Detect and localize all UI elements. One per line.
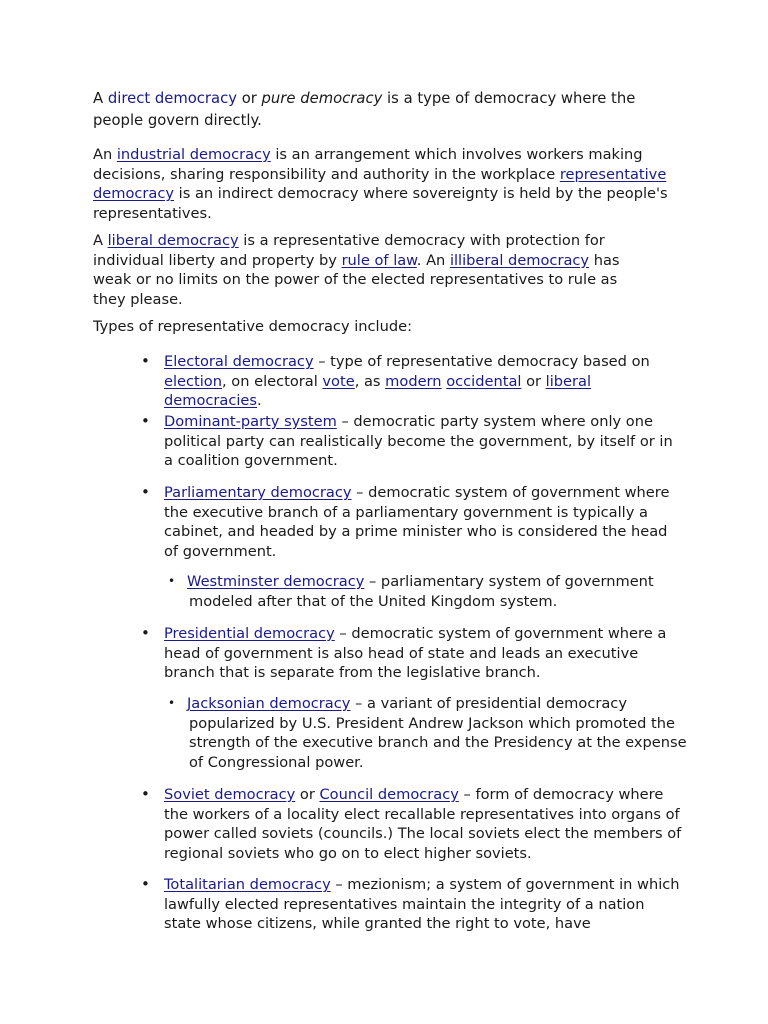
bullet: • xyxy=(141,483,150,501)
list-item-westminster-democracy: Westminster democracy – parliamentary system of government modeled after that of the United Kingdom system. xyxy=(187,573,654,610)
emphasis-pure-democracy: pure democracy xyxy=(261,90,383,107)
link-soviet-democracy[interactable]: Soviet democracy xyxy=(164,786,296,803)
list-item-parliamentary-democracy: Parliamentary democracy – democratic system of government where the executive branch of a parliamentary government is typically a cabinet, and headed by a prime minister who is considered the head of government. xyxy=(164,484,670,560)
paragraph-industrial-democracy: An industrial democracy is an arrangement which involves workers making decisions, sharing responsibility and authority in the workplace representative democracy is an indirect democracy where sovereignty is held by the people's representatives. xyxy=(93,146,668,222)
link-jacksonian-democracy[interactable]: Jacksonian democracy xyxy=(187,695,351,712)
link-direct-democracy[interactable]: direct democracy xyxy=(107,90,237,107)
link-rule-of-law[interactable]: rule of law xyxy=(341,251,417,269)
link-dominant-party-system[interactable]: Dominant-party system xyxy=(164,413,337,430)
paragraph-liberal-democracy: A liberal democracy is a representative democracy with protection for individual liberty and property by rule of law. An illiberal democracy has weak or no limits on the power of the elected representatives to rule as they please. xyxy=(93,232,620,308)
bullet: • xyxy=(168,696,176,710)
bullet: • xyxy=(141,785,150,803)
link-occidental[interactable]: occidental xyxy=(446,372,522,390)
link-liberal-democracy[interactable]: liberal democracy xyxy=(107,232,239,249)
bullet: • xyxy=(141,412,150,430)
link-election[interactable]: election xyxy=(164,372,222,390)
link-illiberal-democracy[interactable]: illiberal democracy xyxy=(449,251,590,269)
list-item-presidential-democracy: Presidential democracy – democratic system of government where a head of government is also head of state and leads an executive branch that is separate from the legislative branch. xyxy=(164,625,667,682)
link-council-democracy[interactable]: Council democracy xyxy=(319,786,459,803)
link-parliamentary-democracy[interactable]: Parliamentary democracy xyxy=(164,484,352,501)
list-item-jacksonian-democracy: Jacksonian democracy – a variant of presidential democracy popularized by U.S. President Andrew Jackson which promoted the strength of the executive branch and the Presidency at the expense of Congressional power. xyxy=(187,695,687,771)
list-item-electoral-democracy: Electoral democracy – type of representative democracy based on election, on electoral vote, as modern occidental or liberal democracies. xyxy=(164,353,650,410)
bullet: • xyxy=(141,624,150,642)
link-modern[interactable]: modern xyxy=(385,372,442,390)
bullet: • xyxy=(141,875,150,893)
paragraph-types-intro: Types of representative democracy include: xyxy=(93,318,413,335)
bullet: • xyxy=(141,352,150,370)
list-item-dominant-party-system: Dominant-party system – democratic party system where only one political party can realistically become the government, by itself or in a coalition government. xyxy=(164,413,673,470)
link-westminster-democracy[interactable]: Westminster democracy xyxy=(187,573,365,590)
link-representative-democracy[interactable]: representative democracy xyxy=(93,165,667,203)
link-totalitarian-democracy[interactable]: Totalitarian democracy xyxy=(164,876,331,893)
link-vote[interactable]: vote xyxy=(322,372,355,390)
list-item-totalitarian-democracy: Totalitarian democracy – mezionism; a system of government in which lawfully elected representatives maintain the integrity of a nation state whose citizens, while granted the right to vote, have xyxy=(164,876,680,933)
paragraph-direct-democracy: A direct democracy or pure democracy is a type of democracy where the people govern directly. xyxy=(93,90,636,129)
bullet: • xyxy=(168,574,176,588)
link-industrial-democracy[interactable]: industrial democracy xyxy=(116,146,271,163)
link-electoral-democracy[interactable]: Electoral democracy xyxy=(164,353,314,370)
link-presidential-democracy[interactable]: Presidential democracy xyxy=(164,625,335,642)
link-liberal-democracies[interactable]: liberal democracies xyxy=(164,372,592,410)
list-item-soviet-democracy: Soviet democracy or Council democracy – form of democracy where the workers of a locality elect recallable representatives into organs of power called soviets (councils.) The local soviets elect the members of regional soviets who go on to elect higher soviets. xyxy=(164,786,682,862)
